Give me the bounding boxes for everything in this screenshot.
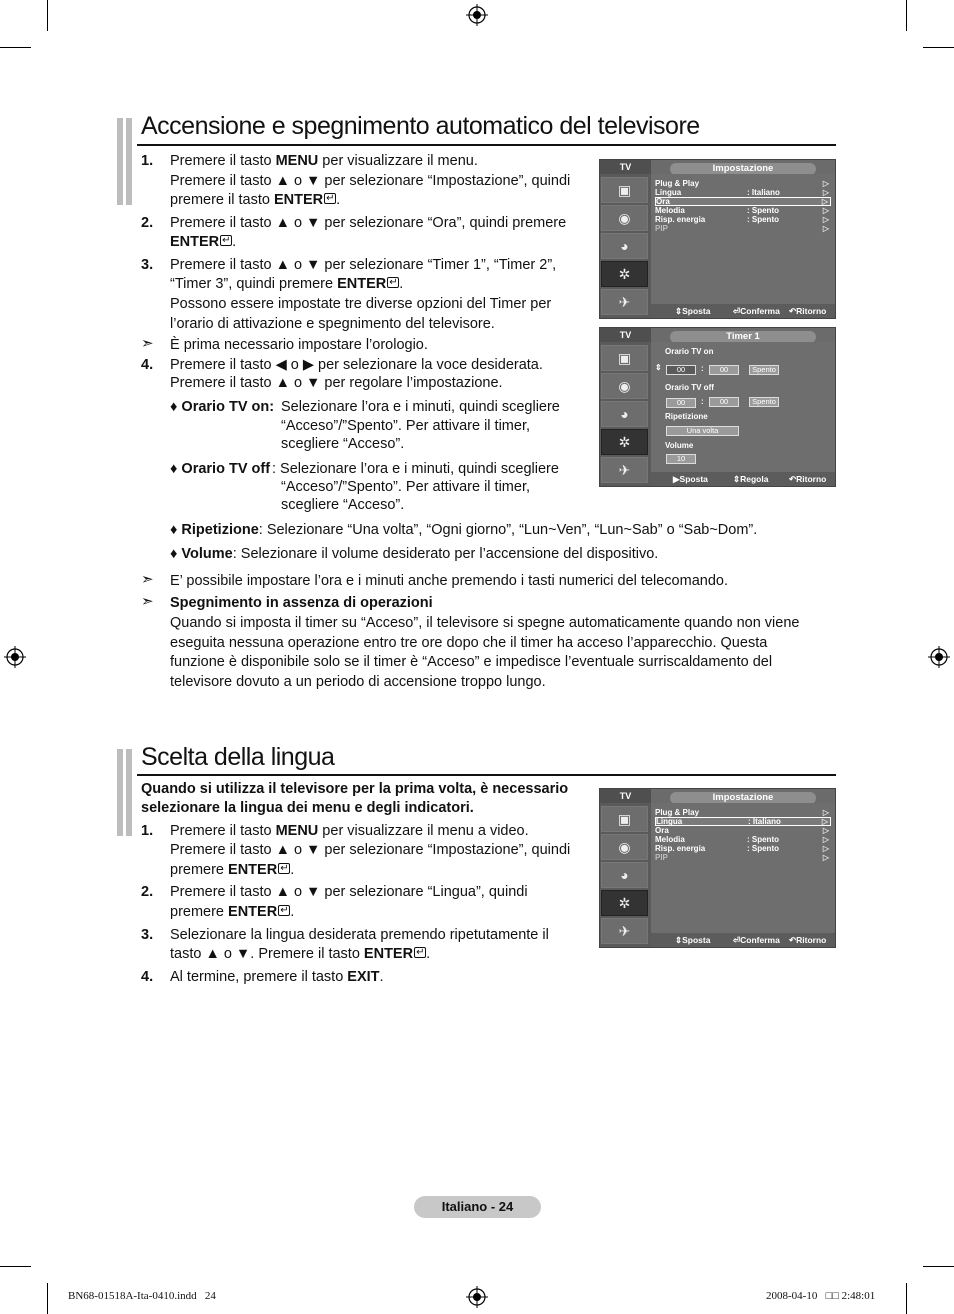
osd-row-selected: Ora ▷ [655, 197, 831, 206]
timer-on-state: Spento [749, 365, 779, 375]
osd-row: Risp. energia : Spento ▷ [655, 844, 829, 853]
sound-icon: ◉ [601, 205, 648, 231]
option-text: “Acceso”/”Spento”. Per attivare il timer, [281, 479, 530, 495]
enter-icon [278, 863, 290, 874]
step-text: Premere il tasto ◀ o ▶ per selezionare la voce desiderata. [170, 357, 543, 373]
step-text: Premere il tasto MENU per visualizzare il menu. [170, 153, 478, 169]
intro-text: selezionare la lingua dei menu e degli indicatori. [141, 800, 474, 816]
enter-icon [387, 277, 399, 288]
osd-timer-menu [599, 327, 836, 487]
step-text: Premere il tasto MENU per visualizzare il menu a video. [170, 823, 529, 839]
osd-row: Plug & Play ▷ [655, 179, 829, 188]
enter-icon [414, 947, 426, 958]
note-arrow-icon: ➣ [141, 593, 154, 610]
step-text: Premere il tasto ▲ o ▼ per selezionare “Timer 1”, “Timer 2”, [170, 257, 557, 273]
option-text: Selezionare l’ora e i minuti, quindi scegliere [281, 399, 560, 415]
step-number: 3. [141, 927, 154, 943]
timer-off-label: Orario TV off [665, 383, 714, 392]
print-date: 2008-04-10 □□ 2:48:01 [766, 1290, 876, 1302]
osd-footer: ⇕ Sposta ⏎ Conferma ↶ Ritorno [651, 933, 835, 947]
osd-timer-panel [651, 342, 835, 472]
channel-icon: ◕ [601, 401, 648, 427]
note-title: Spegnimento in assenza di operazioni [170, 595, 433, 611]
registration-mark-icon [4, 646, 26, 668]
note-text: E’ possibile impostare l’ora e i minuti anche premendo i tasti numerici del telecomando. [170, 573, 728, 589]
step-number: 1. [141, 153, 154, 169]
enter-icon [278, 905, 290, 916]
step-text: Selezionare la lingua desiderata premendo ripetutamente il [170, 927, 549, 943]
channel-icon: ◕ [601, 233, 648, 259]
crop-mark [906, 1283, 907, 1314]
step-text: Premere il tasto ▲ o ▼ per selezionare “Impostazione”, quindi [170, 842, 571, 858]
input-icon: ✈ [601, 457, 648, 483]
crop-mark [0, 47, 31, 48]
crop-mark [923, 47, 954, 48]
timer-on-minute: 00 [709, 365, 739, 375]
osd-sidebar [600, 174, 651, 318]
option-line: ♦ Ripetizione: Selezionare “Una volta”, “Ogni giorno”, “Lun~Ven”, “Lun~Sab” o “Sab~Dom”. [170, 522, 758, 538]
section-bar [117, 118, 132, 205]
section-title: Scelta della lingua [141, 743, 335, 771]
osd-row: Melodia : Spento ▷ [655, 835, 829, 844]
osd-setup-menu [599, 159, 836, 319]
step-text: premere ENTER↵ . [170, 903, 294, 923]
input-icon: ✈ [601, 289, 648, 315]
option-text: “Acceso”/”Spento”. Per attivare il timer, [281, 418, 530, 434]
section-rule [137, 774, 836, 776]
osd-row: Lingua : Italiano ▷ [655, 188, 829, 197]
note-arrow-icon: ➣ [141, 571, 154, 588]
osd-row-selected: Lingua : Italiano ▷ [655, 817, 831, 826]
step-text: tasto ▲ o ▼. Premere il tasto ENTER↵ . [170, 945, 430, 965]
osd-tv-label: TV [600, 789, 651, 803]
note-text: eseguita nessuna operazione entro tre ore dopo che il timer ha acceso l’apparecchio. Questa [170, 635, 768, 651]
section-rule [137, 144, 836, 146]
timer-off-state: Spento [749, 397, 779, 407]
step-number: 4. [141, 357, 154, 373]
osd-row: Ora ▷ [655, 826, 829, 835]
step-text: Al termine, premere il tasto EXIT. [170, 969, 384, 985]
repeat-label: Ripetizione [665, 412, 708, 421]
osd-row: Melodia : Spento ▷ [655, 206, 829, 215]
setup-icon: ✲ [601, 429, 648, 455]
picture-icon: ▣ [601, 177, 648, 203]
osd-title: Impostazione [670, 792, 816, 804]
osd-sidebar [600, 342, 651, 486]
timer-off-hour: 00 [666, 398, 696, 408]
osd-footer: ⇕ Sposta ⏎ Conferma ↶ Ritorno [651, 304, 835, 318]
registration-mark-icon [928, 646, 950, 668]
step-number: 1. [141, 823, 154, 839]
step-text: premere ENTER↵ . [170, 861, 294, 881]
crop-mark [923, 1266, 954, 1267]
osd-row: Risp. energia : Spento ▷ [655, 215, 829, 224]
volume-label: Volume [665, 441, 694, 450]
note-text: Quando si imposta il timer su “Acceso”, il televisore si spegne automaticamente quando non viene [170, 615, 800, 631]
osd-setup-menu [599, 788, 836, 948]
option-label: ♦ Orario TV off [170, 461, 271, 477]
setup-icon: ✲ [601, 890, 648, 916]
section-bar [117, 749, 132, 836]
picture-icon: ▣ [601, 806, 648, 832]
enter-icon [324, 193, 336, 204]
note-text: È prima necessario impostare l’orologio. [170, 337, 428, 353]
osd-tv-label: TV [600, 160, 651, 174]
timer-off-minute: 00 [709, 397, 739, 407]
step-number: 2. [141, 215, 154, 231]
option-label: ♦ Orario TV on: [170, 399, 275, 415]
sound-icon: ◉ [601, 834, 648, 860]
sound-icon: ◉ [601, 373, 648, 399]
channel-icon: ◕ [601, 862, 648, 888]
intro-text: Quando si utilizza il televisore per la prima volta, è necessario [141, 781, 569, 797]
picture-icon: ▣ [601, 345, 648, 371]
input-icon: ✈ [601, 918, 648, 944]
osd-row: Plug & Play ▷ [655, 808, 829, 817]
step-text: Premere il tasto ▲ o ▼ per selezionare “Lingua”, quindi [170, 884, 528, 900]
updown-icon: ⇕ [655, 363, 662, 372]
step-number: 3. [141, 257, 154, 273]
step-text: Premere il tasto ▲ o ▼ per regolare l’impostazione. [170, 375, 503, 391]
note-text: funzione è disponibile solo se il timer è “Acceso” e impedisce l’eventuale surriscaldamento del [170, 654, 773, 670]
setup-icon: ✲ [601, 261, 648, 287]
osd-title: Timer 1 [670, 331, 816, 343]
registration-mark-icon [466, 1286, 488, 1308]
crop-mark [906, 0, 907, 31]
osd-sidebar [600, 803, 651, 947]
option-text: scegliere “Acceso”. [281, 436, 405, 452]
step-text: Premere il tasto ▲ o ▼ per selezionare “Ora”, quindi premere [170, 215, 567, 231]
step-number: 2. [141, 884, 154, 900]
step-text: Premere il tasto ▲ o ▼ per selezionare “Impostazione”, quindi [170, 173, 571, 189]
osd-footer: ▶ Sposta ⇕ Regola ↶ Ritorno [651, 472, 835, 486]
step-text: premere il tasto ENTER↵ . [170, 191, 340, 211]
option-text: scegliere “Acceso”. [281, 497, 405, 513]
timer-on-label: Orario TV on [665, 347, 714, 356]
note-text: televisore dovuto a un periodo di accensione troppo lungo. [170, 674, 546, 690]
section-title: Accensione e spegnimento automatico del televisore [141, 112, 700, 140]
note-arrow-icon: ➣ [141, 335, 154, 352]
step-text: l’orario di attivazione e spegnimento del televisore. [170, 316, 495, 332]
file-slug: BN68-01518A-Ita-0410.indd 24 [68, 1290, 216, 1302]
volume-value: 10 [666, 454, 696, 464]
enter-icon [220, 235, 232, 246]
timer-on-hour: 00 [666, 365, 696, 375]
step-text: ENTER↵ . [170, 233, 236, 253]
page-number: Italiano - 24 [414, 1196, 541, 1218]
repeat-value: Una volta [666, 426, 739, 436]
osd-tv-label: TV [600, 328, 651, 342]
crop-mark [47, 0, 48, 31]
step-number: 4. [141, 969, 154, 985]
step-text: Possono essere impostate tre diverse opzioni del Timer per [170, 296, 552, 312]
registration-mark-icon [466, 4, 488, 26]
option-line: ♦ Volume: Selezionare il volume desiderato per l’accensione del dispositivo. [170, 546, 659, 562]
time-colon: : [701, 397, 704, 406]
crop-mark [0, 1266, 31, 1267]
osd-row: PIP ▷ [655, 853, 829, 862]
step-text: “Timer 3”, quindi premere ENTER↵ . [170, 275, 403, 295]
option-text: : Selezionare l’ora e i minuti, quindi scegliere [272, 461, 559, 477]
osd-row: PIP ▷ [655, 224, 829, 233]
crop-mark [47, 1283, 48, 1314]
time-colon: : [701, 364, 704, 373]
osd-list [651, 174, 835, 304]
osd-list [651, 803, 835, 933]
osd-title: Impostazione [670, 163, 816, 175]
